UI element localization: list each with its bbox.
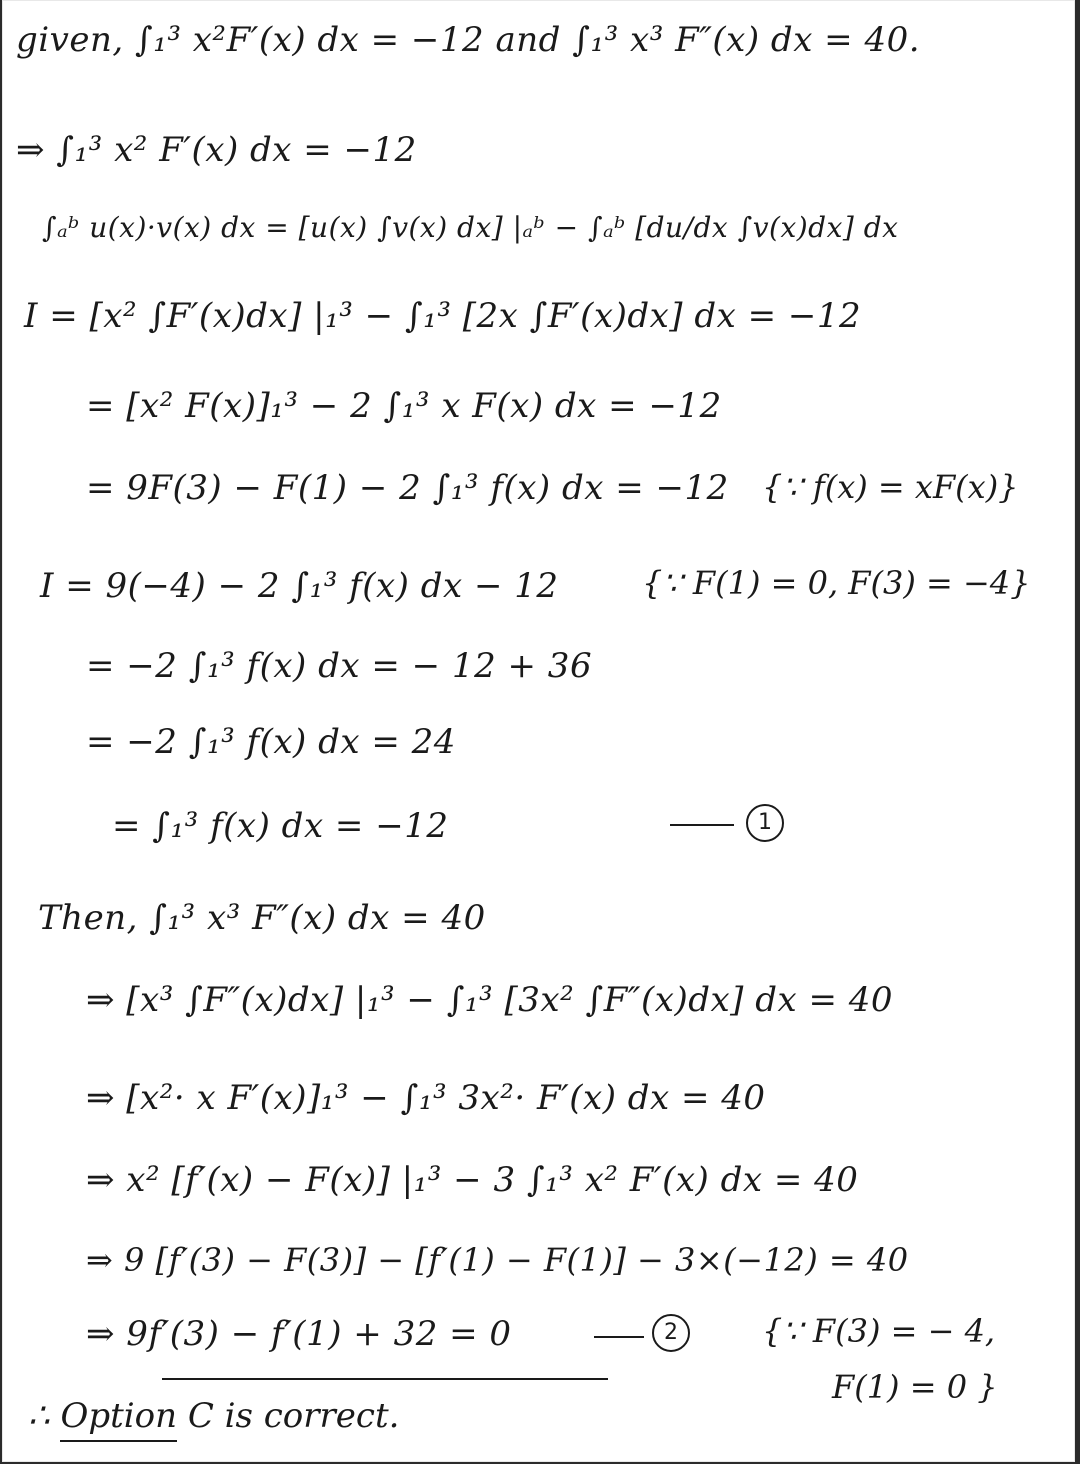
conclusion-text: C is correct.: [187, 1396, 400, 1436]
step-7: = −2 ∫₁³ f(x) dx = 24: [86, 722, 456, 762]
step-3: = [x² F(x)]₁³ − 2 ∫₁³ x F(x) dx = −12: [86, 386, 722, 426]
solution-sheet: [2, 0, 1075, 1462]
conclusion: [28, 1396, 399, 1436]
step-13: ⇒ 9f′(3) − f′(1) + 32 = 0: [86, 1314, 512, 1354]
conclusion-option-word: Option: [60, 1396, 177, 1442]
step-12: ⇒ 9 [f′(3) − F(3)] − [f′(1) − F(1)] − 3×(−12) = 40: [86, 1241, 909, 1279]
eq1-marker: 1: [746, 804, 784, 842]
note-f-definition: {∵ f(x) = xF(x)}: [762, 468, 1019, 506]
step-8: = ∫₁³ f(x) dx = −12: [112, 806, 449, 846]
step-1: ⇒ ∫₁³ x² F′(x) dx = −12: [16, 130, 417, 170]
step-5: I = 9(−4) − 2 ∫₁³ f(x) dx − 12: [40, 566, 559, 606]
note-boundary-values-1: {∵ F(3) = − 4,: [762, 1312, 996, 1350]
given-statement: given, ∫₁³ x²F′(x) dx = −12 and ∫₁³ x³ F″(x) dx = 40.: [16, 20, 921, 60]
therefore-symbol: ∴: [28, 1396, 50, 1436]
step-10: ⇒ [x²· x F′(x)]₁³ − ∫₁³ 3x²· F′(x) dx = 40: [86, 1078, 766, 1118]
eq2-marker: 2: [652, 1314, 690, 1352]
conclusion-divider: [162, 1378, 608, 1380]
second-condition: Then, ∫₁³ x³ F″(x) dx = 40: [38, 898, 486, 938]
step-6: = −2 ∫₁³ f(x) dx = − 12 + 36: [86, 646, 593, 686]
step-9: ⇒ [x³ ∫F″(x)dx] |₁³ − ∫₁³ [3x² ∫F″(x)dx] dx = 40: [86, 980, 894, 1020]
note-values: {∵ F(1) = 0, F(3) = −4}: [642, 564, 1031, 602]
eq1-rule: [670, 824, 734, 826]
eq2-rule: [594, 1336, 644, 1338]
note-boundary-values-2: F(1) = 0 }: [832, 1368, 998, 1406]
step-4: = 9F(3) − F(1) − 2 ∫₁³ f(x) dx = −12: [86, 468, 729, 508]
integration-by-parts-formula: ∫ₐᵇ u(x)·v(x) dx = [u(x) ∫v(x) dx] |ₐᵇ − ∫ₐᵇ [du/dx ∫v(x)dx] dx: [42, 211, 899, 244]
step-2: I = [x² ∫F′(x)dx] |₁³ − ∫₁³ [2x ∫F′(x)dx] dx = −12: [24, 296, 862, 336]
step-11: ⇒ x² [f′(x) − F(x)] |₁³ − 3 ∫₁³ x² F′(x) dx = 40: [86, 1160, 859, 1200]
